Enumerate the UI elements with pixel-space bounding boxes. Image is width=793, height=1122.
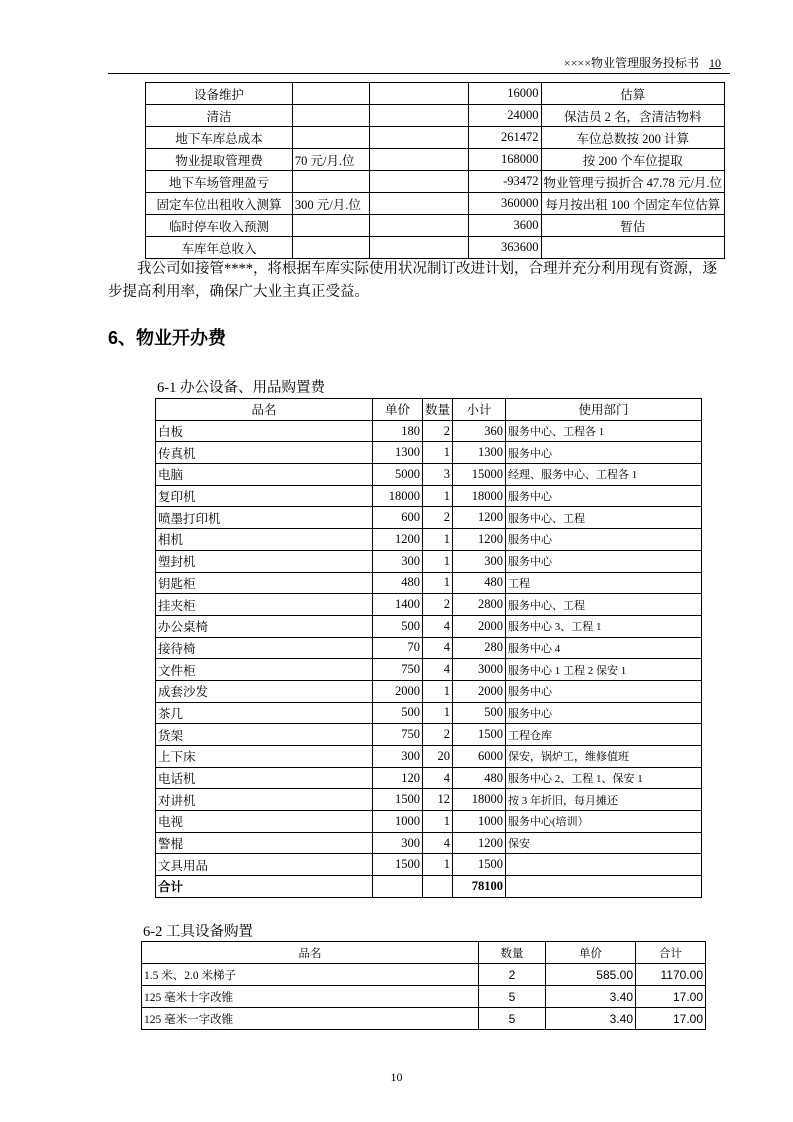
cell: 1300 (453, 442, 506, 464)
table-row (156, 485, 702, 507)
cell: 服务中心、工程 (506, 594, 702, 616)
cell (292, 171, 370, 193)
header-rule (108, 73, 730, 74)
cell: 585.00 (546, 964, 636, 986)
cell: 成套沙发 (156, 680, 373, 702)
cell: 2 (479, 964, 546, 986)
cell: 车位总数按 200 计算 (541, 127, 724, 149)
cell: 文件柜 (156, 659, 373, 681)
cell: 相机 (156, 529, 373, 551)
cell: 300 元/月.位 (292, 193, 370, 215)
cell: 接待椅 (156, 637, 373, 659)
column-header: 单价 (373, 399, 423, 421)
table-row (156, 789, 702, 811)
cell: 服务中心 (506, 702, 702, 724)
cell: 设备维护 (146, 83, 293, 105)
cell: 服务中心 (506, 680, 702, 702)
cell: 1 (423, 442, 453, 464)
cell: 300 (373, 746, 423, 768)
cell: 750 (373, 659, 423, 681)
cell: 750 (373, 724, 423, 746)
cell: 电视 (156, 811, 373, 833)
cell: 363600 (469, 237, 541, 259)
table-row (146, 215, 725, 237)
table-row (146, 127, 725, 149)
cell (370, 215, 469, 237)
column-header: 单价 (546, 942, 636, 964)
table-row (146, 105, 725, 127)
cell: 18000 (453, 485, 506, 507)
cell: 500 (373, 702, 423, 724)
cell: 车库年总收入 (146, 237, 293, 259)
cell: 500 (373, 615, 423, 637)
cell: 保洁员 2 名，含清洁物料 (541, 105, 724, 127)
cell: 2 (423, 594, 453, 616)
cell (370, 83, 469, 105)
cell: 1300 (373, 442, 423, 464)
cell: 5 (479, 1008, 546, 1030)
cell: 12 (423, 789, 453, 811)
cell: 固定车位出租收入测算 (146, 193, 293, 215)
table-row (156, 680, 702, 702)
table-row (156, 529, 702, 551)
table-row (142, 986, 706, 1008)
total-cell: 合计 (156, 876, 373, 898)
cell (541, 237, 724, 259)
cell (292, 105, 370, 127)
cell: 24000 (469, 105, 541, 127)
page-header (554, 54, 721, 71)
cell: 70 (373, 637, 423, 659)
total-cell (423, 876, 453, 898)
cell: 5 (479, 986, 546, 1008)
table-row (146, 83, 725, 105)
cell: 暂估 (541, 215, 724, 237)
cell: 17.00 (636, 986, 706, 1008)
cell: 塑封机 (156, 550, 373, 572)
cell: 白板 (156, 420, 373, 442)
cell: 18000 (453, 789, 506, 811)
cell: 261472 (469, 127, 541, 149)
cell: 服务中心、工程各 1 (506, 420, 702, 442)
cell: 钥匙柜 (156, 572, 373, 594)
cell: 4 (423, 832, 453, 854)
column-header: 小计 (453, 399, 506, 421)
cell: 保安 (506, 832, 702, 854)
cell: 1 (423, 550, 453, 572)
cell: 1200 (373, 529, 423, 551)
table-row (156, 854, 702, 876)
cell: 服务中心 (506, 485, 702, 507)
cell: 4 (423, 637, 453, 659)
tools-equipment-table (141, 941, 706, 1030)
cell: 2800 (453, 594, 506, 616)
cell: 168000 (469, 149, 541, 171)
total-cell: 78100 (453, 876, 506, 898)
cell: 1200 (453, 507, 506, 529)
cell: 1.5 米、2.0 米梯子 (142, 964, 479, 986)
cell: 3600 (469, 215, 541, 237)
cell: 360 (453, 420, 506, 442)
cell: 16000 (469, 83, 541, 105)
cell: 500 (453, 702, 506, 724)
cell: 临时停车收入预测 (146, 215, 293, 237)
cell: 服务中心 1 工程 2 保安 1 (506, 659, 702, 681)
cell (370, 105, 469, 127)
header-page-number: 10 (709, 56, 721, 70)
cell: 服务中心 (506, 529, 702, 551)
cell: 1 (423, 702, 453, 724)
cell: 280 (453, 637, 506, 659)
table-row (156, 702, 702, 724)
table-row (156, 550, 702, 572)
header-row (142, 942, 706, 964)
cell: 125 毫米一字改锥 (142, 1008, 479, 1030)
table-row (156, 746, 702, 768)
cell: 300 (373, 832, 423, 854)
cell: 2 (423, 724, 453, 746)
cell: 4 (423, 767, 453, 789)
table-row (156, 767, 702, 789)
table-row (156, 507, 702, 529)
cell: 3.40 (546, 986, 636, 1008)
cell (370, 237, 469, 259)
cell: 上下床 (156, 746, 373, 768)
cell: 地下车库总成本 (146, 127, 293, 149)
cell: 服务中心 2、工程 1、保安 1 (506, 767, 702, 789)
cell: 服务中心 (506, 442, 702, 464)
table-row (156, 724, 702, 746)
table-row (156, 832, 702, 854)
cell: 2000 (453, 680, 506, 702)
cell: 600 (373, 507, 423, 529)
cell: 480 (453, 767, 506, 789)
cell: 1 (423, 485, 453, 507)
cell: -93472 (469, 171, 541, 193)
cell: 按 3 年折旧，每月摊还 (506, 789, 702, 811)
header-title: ××××物业管理服务投标书 (563, 56, 699, 70)
cell: 服务中心 4 (506, 637, 702, 659)
cell: 工程仓库 (506, 724, 702, 746)
header-row (156, 399, 702, 421)
cell (292, 215, 370, 237)
office-equipment-table (155, 398, 702, 898)
cell (506, 854, 702, 876)
table-row (146, 171, 725, 193)
garage-cost-table (145, 82, 725, 259)
cell: 1 (423, 811, 453, 833)
cell: 复印机 (156, 485, 373, 507)
cell: 物业管理亏损折合 47.78 元/月.位 (541, 171, 724, 193)
cell: 18000 (373, 485, 423, 507)
cell: 4 (423, 615, 453, 637)
cell (292, 83, 370, 105)
cell: 服务中心(培训） (506, 811, 702, 833)
cell (370, 193, 469, 215)
section-heading: 6、物业开办费 (108, 328, 227, 348)
column-header: 品名 (142, 942, 479, 964)
cell: 1170.00 (636, 964, 706, 986)
cell: 1 (423, 572, 453, 594)
cell: 挂夹柜 (156, 594, 373, 616)
cell: 保安，锅炉工，维修值班 (506, 746, 702, 768)
cell: 1 (423, 854, 453, 876)
table-row (146, 193, 725, 215)
cell: 3000 (453, 659, 506, 681)
cell: 4 (423, 659, 453, 681)
cell: 1500 (453, 724, 506, 746)
table-row (156, 442, 702, 464)
table-row (156, 659, 702, 681)
column-header: 数量 (479, 942, 546, 964)
cell: 1200 (453, 529, 506, 551)
cell: 6000 (453, 746, 506, 768)
cell (292, 237, 370, 259)
cell: 1500 (453, 854, 506, 876)
column-header: 使用部门 (506, 399, 702, 421)
cell: 1500 (373, 789, 423, 811)
cell: 300 (373, 550, 423, 572)
column-header: 品名 (156, 399, 373, 421)
cell: 480 (373, 572, 423, 594)
cell: 1500 (373, 854, 423, 876)
cell: 喷墨打印机 (156, 507, 373, 529)
cell: 1000 (453, 811, 506, 833)
cell: 每月按出租 100 个固定车位估算 (541, 193, 724, 215)
cell: 3.40 (546, 1008, 636, 1030)
table-row (142, 964, 706, 986)
cell: 15000 (453, 464, 506, 486)
cell: 180 (373, 420, 423, 442)
table-row (156, 594, 702, 616)
cell: 服务中心 3、工程 1 (506, 615, 702, 637)
cell (370, 149, 469, 171)
cell (292, 127, 370, 149)
column-header: 数量 (423, 399, 453, 421)
cell: 70 元/月.位 (292, 149, 370, 171)
cell: 5000 (373, 464, 423, 486)
table-row (156, 420, 702, 442)
cell: 电话机 (156, 767, 373, 789)
cell: 1400 (373, 594, 423, 616)
cell: 17.00 (636, 1008, 706, 1030)
cell: 2000 (373, 680, 423, 702)
cell: 物业提取管理费 (146, 149, 293, 171)
body-paragraph: 我公司如接管****，将根据车库实际使用状况制订改进计划，合理并充分利用现有资源，逐步提高利用率，确保广大业主真正受益。 (108, 261, 717, 300)
cell: 清洁 (146, 105, 293, 127)
cell: 1 (423, 680, 453, 702)
cell: 1000 (373, 811, 423, 833)
cell: 估算 (541, 83, 724, 105)
table-row (146, 149, 725, 171)
cell: 工程 (506, 572, 702, 594)
table-row (156, 615, 702, 637)
cell: 125 毫米十字改锥 (142, 986, 479, 1008)
total-cell (506, 876, 702, 898)
cell: 1 (423, 529, 453, 551)
cell: 2 (423, 507, 453, 529)
table-row (156, 637, 702, 659)
cell: 480 (453, 572, 506, 594)
cell (370, 171, 469, 193)
column-header: 合计 (636, 942, 706, 964)
cell: 茶几 (156, 702, 373, 724)
cell: 120 (373, 767, 423, 789)
tools-table-title: 6-2 工具设备购置 (143, 924, 253, 940)
total-cell (373, 876, 423, 898)
cell: 3 (423, 464, 453, 486)
cell: 办公桌椅 (156, 615, 373, 637)
table-row (156, 572, 702, 594)
cell: 文具用品 (156, 854, 373, 876)
cell: 2000 (453, 615, 506, 637)
cell: 地下车场管理盈亏 (146, 171, 293, 193)
table-row (156, 464, 702, 486)
page-footer-number: 10 (390, 1070, 403, 1084)
cell: 20 (423, 746, 453, 768)
cell: 360000 (469, 193, 541, 215)
cell: 电脑 (156, 464, 373, 486)
cell: 1200 (453, 832, 506, 854)
table-row (142, 1008, 706, 1030)
cell (370, 127, 469, 149)
cell: 服务中心 (506, 550, 702, 572)
cell: 对讲机 (156, 789, 373, 811)
office-table-title: 6-1 办公设备、用品购置费 (157, 380, 325, 396)
table-row (156, 811, 702, 833)
cell: 经理、服务中心、工程各 1 (506, 464, 702, 486)
table-row (146, 237, 725, 259)
cell: 2 (423, 420, 453, 442)
cell: 300 (453, 550, 506, 572)
cell: 服务中心、工程 (506, 507, 702, 529)
cell: 警棍 (156, 832, 373, 854)
cell: 传真机 (156, 442, 373, 464)
cell: 货架 (156, 724, 373, 746)
cell: 按 200 个车位提取 (541, 149, 724, 171)
total-row (156, 876, 702, 898)
